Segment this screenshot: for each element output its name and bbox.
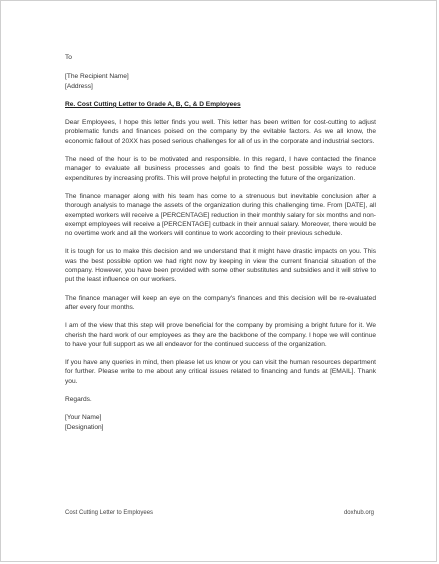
paragraph-2: The need of the hour is to be motivated and responsible. In this regard, I have contacted the finance manager to evaluate all business processes and goals to find the best possible ways to reduce expenditures by increasing profits. This will prove helpful in protecting the future of the organization. (65, 156, 376, 182)
footer-title: Cost Cutting Letter to Employees (65, 510, 154, 516)
paragraph-4: It is tough for us to make this decision and we understand that it might have drastic impacts on you. This was the best possible option we had right now by keeping in view the current financial situation of the company. However, you have been provided with some other substitutes and subsidies and it will strive to put the least influence on our workers. (65, 248, 376, 284)
to-line: To (65, 54, 72, 61)
paragraph-6: I am of the view that this step will prove beneficial for the company by promising a bright future for it. We cherish the hard work of our employees as they are the backbone of the company. I hope we will continue to have your full support as we all endeavor for the continued success of the organization. (65, 322, 376, 348)
sender-designation: [Designation] (65, 423, 104, 431)
recipient-address: [Address] (65, 82, 93, 90)
closing: Regards. (65, 396, 92, 404)
paragraph-5: The finance manager will keep an eye on the company's finances and this decision will be re-evaluated after every four months. (65, 294, 376, 311)
letter-body (65, 53, 376, 432)
paragraph-3: The finance manager along with his team has come to a strenuous but inevitable conclusion after a thorough analysis to manage the assets of the organization during this challenging time. From [DATE], all exempted workers will receive a [PERCENTAGE] reduction in their monthly salary for six months and non-exempt employees will receive a [PERCENTAGE] cutback in their annual salary. Moreover, there would be no overtime work and all the workers will continue to work according to their previous schedule. (65, 192, 376, 238)
page-footer (65, 510, 374, 516)
sender-name: [Your Name] (65, 414, 102, 422)
paragraph-1: Dear Employees, I hope this letter finds you well. This letter has been written for cost-cutting to adjust problematic funds and finances poised on the company by the evitable factors. As we all know, the economic fallout of 20XX has posed serious challenges for all of us in the corporate and industrial sectors. (65, 119, 376, 145)
footer-site: doxhub.org (343, 510, 374, 516)
recipient-name: [The Recipient Name] (65, 73, 129, 81)
spacer (65, 62, 376, 72)
subject-line: Re. Cost Cutting Letter to Grade A, B, C, & D Employees (65, 100, 241, 108)
paragraph-7: If you have any queries in mind, then please let us know or you can visit the human resources department for further. Please write to me about any critical issues related to financing and funds at [EMAIL]. Thank you. (65, 359, 376, 385)
